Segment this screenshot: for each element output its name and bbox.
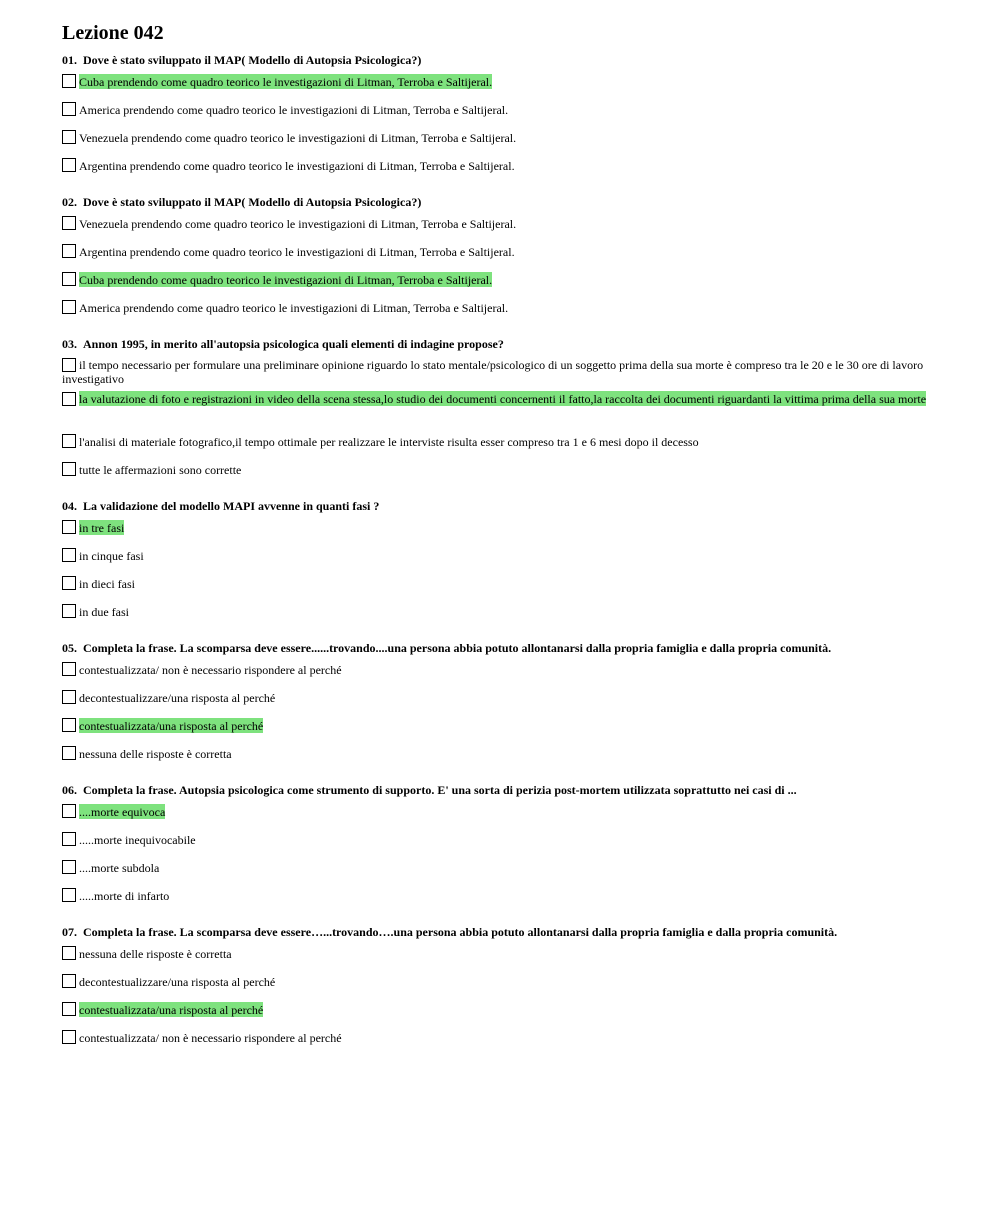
- question-number: 06.: [62, 783, 77, 797]
- question-number: 01.: [62, 53, 77, 67]
- checkbox[interactable]: [62, 358, 76, 372]
- question-block: [62, 194, 938, 322]
- checkbox[interactable]: [62, 158, 76, 172]
- answer-text: in due fasi: [79, 605, 129, 619]
- answer-text: l'analisi di materiale fotografico,il tempo ottimale per realizzare le interviste risulta esser compreso tra 1 e 6 mesi dopo il decesso: [79, 435, 699, 449]
- question-text: La validazione del modello MAPI avvenne in quanti fasi ?: [83, 499, 380, 513]
- answer-option[interactable]: [62, 746, 938, 768]
- answer-text: in dieci fasi: [79, 577, 135, 591]
- checkbox[interactable]: [62, 662, 76, 676]
- answer-text: in cinque fasi: [79, 549, 144, 563]
- answer-text: decontestualizzare/una risposta al perché: [79, 975, 276, 989]
- answer-option[interactable]: [62, 300, 938, 322]
- answer-option[interactable]: [62, 1002, 938, 1024]
- checkbox[interactable]: [62, 462, 76, 476]
- question-block: [62, 336, 938, 484]
- checkbox[interactable]: [62, 244, 76, 258]
- spacer: [62, 420, 938, 434]
- question-number: 07.: [62, 925, 77, 939]
- answer-option[interactable]: [62, 158, 938, 180]
- checkbox[interactable]: [62, 434, 76, 448]
- question-text: Annon 1995, in merito all'autopsia psicologica quali elementi di indagine propose?: [83, 337, 504, 351]
- answer-option[interactable]: [62, 690, 938, 712]
- answer-option[interactable]: [62, 520, 938, 542]
- answer-option[interactable]: [62, 74, 938, 96]
- lesson-title: Lezione 042: [62, 22, 164, 44]
- question-text: Dove è stato sviluppato il MAP( Modello di Autopsia Psicologica?): [83, 195, 422, 209]
- checkbox[interactable]: [62, 860, 76, 874]
- checkbox[interactable]: [62, 392, 76, 406]
- answer-option[interactable]: [62, 462, 938, 484]
- checkbox[interactable]: [62, 300, 76, 314]
- answer-option[interactable]: [62, 576, 938, 598]
- answer-option[interactable]: [62, 130, 938, 152]
- question-title: [62, 498, 938, 514]
- answer-text: ....morte subdola: [79, 861, 160, 875]
- answer-text: Argentina prendendo come quadro teorico le investigazioni di Litman, Terroba e Saltijeral.: [79, 159, 515, 173]
- answer-text: tutte le affermazioni sono corrette: [79, 463, 242, 477]
- question-list: [62, 52, 938, 1052]
- checkbox[interactable]: [62, 946, 76, 960]
- checkbox[interactable]: [62, 520, 76, 534]
- answer-text: contestualizzata/una risposta al perché: [79, 719, 264, 733]
- checkbox[interactable]: [62, 1030, 76, 1044]
- checkbox[interactable]: [62, 102, 76, 116]
- checkbox[interactable]: [62, 272, 76, 286]
- checkbox[interactable]: [62, 548, 76, 562]
- answer-option[interactable]: [62, 244, 938, 266]
- checkbox[interactable]: [62, 746, 76, 760]
- checkbox[interactable]: [62, 604, 76, 618]
- checkbox[interactable]: [62, 74, 76, 88]
- answer-text: contestualizzata/ non è necessario rispondere al perché: [79, 663, 342, 677]
- question-title: [62, 336, 938, 352]
- answer-text: .....morte inequivocabile: [79, 833, 196, 847]
- checkbox[interactable]: [62, 888, 76, 902]
- answer-option[interactable]: [62, 1030, 938, 1052]
- checkbox[interactable]: [62, 974, 76, 988]
- answer-text: America prendendo come quadro teorico le investigazioni di Litman, Terroba e Saltijeral.: [79, 103, 509, 117]
- question-number: 03.: [62, 337, 77, 351]
- answer-text: in tre fasi: [79, 521, 125, 535]
- question-title: [62, 924, 938, 940]
- answer-text: Venezuela prendendo come quadro teorico le investigazioni di Litman, Terroba e Saltijeral.: [79, 217, 517, 231]
- checkbox[interactable]: [62, 690, 76, 704]
- question-block: [62, 640, 938, 768]
- answer-text: America prendendo come quadro teorico le investigazioni di Litman, Terroba e Saltijeral.: [79, 301, 509, 315]
- question-number: 05.: [62, 641, 77, 655]
- question-title: [62, 640, 938, 656]
- answer-text: Argentina prendendo come quadro teorico le investigazioni di Litman, Terroba e Saltijeral.: [79, 245, 515, 259]
- question-text: Dove è stato sviluppato il MAP( Modello di Autopsia Psicologica?): [83, 53, 422, 67]
- answer-option[interactable]: [62, 102, 938, 124]
- answer-option[interactable]: [62, 358, 938, 386]
- checkbox[interactable]: [62, 1002, 76, 1016]
- checkbox[interactable]: [62, 718, 76, 732]
- answer-text: nessuna delle risposte è corretta: [79, 747, 232, 761]
- question-block: [62, 498, 938, 626]
- answer-option[interactable]: [62, 832, 938, 854]
- checkbox[interactable]: [62, 804, 76, 818]
- answer-option[interactable]: [62, 216, 938, 238]
- answer-option[interactable]: [62, 860, 938, 882]
- question-block: [62, 52, 938, 180]
- question-text: Completa la frase. La scomparsa deve essere…...trovando….una persona abbia potuto allontanarsi dalla propria famiglia e dalla propria comunità.: [83, 925, 838, 939]
- checkbox[interactable]: [62, 576, 76, 590]
- answer-option[interactable]: [62, 888, 938, 910]
- answer-option[interactable]: [62, 662, 938, 684]
- question-text: Completa la frase. La scomparsa deve essere......trovando....una persona abbia potuto allontanarsi dalla propria famiglia e dalla propria comunità.: [83, 641, 832, 655]
- answer-text: Cuba prendendo come quadro teorico le investigazioni di Litman, Terroba e Saltijeral.: [79, 273, 493, 287]
- checkbox[interactable]: [62, 130, 76, 144]
- answer-text: .....morte di infarto: [79, 889, 170, 903]
- answer-option[interactable]: [62, 974, 938, 996]
- checkbox[interactable]: [62, 216, 76, 230]
- answer-option[interactable]: [62, 272, 938, 294]
- answer-text: la valutazione di foto e registrazioni in video della scena stessa,lo studio dei documenti concernenti il fatto,la raccolta dei documenti riguardanti la vittima prima della sua morte: [79, 392, 927, 406]
- question-number: 02.: [62, 195, 77, 209]
- question-block: [62, 782, 938, 910]
- question-title: [62, 782, 938, 798]
- answer-option[interactable]: [62, 946, 938, 968]
- answer-text: ....morte equivoca: [79, 805, 166, 819]
- question-block: [62, 924, 938, 1052]
- answer-text: decontestualizzare/una risposta al perché: [79, 691, 276, 705]
- checkbox[interactable]: [62, 832, 76, 846]
- answer-option[interactable]: [62, 392, 938, 414]
- answer-option[interactable]: [62, 548, 938, 570]
- answer-text: Cuba prendendo come quadro teorico le investigazioni di Litman, Terroba e Saltijeral.: [79, 75, 493, 89]
- answer-option[interactable]: [62, 718, 938, 740]
- answer-option[interactable]: [62, 434, 938, 456]
- answer-text: contestualizzata/ non è necessario rispondere al perché: [79, 1031, 342, 1045]
- answer-text: nessuna delle risposte è corretta: [79, 947, 232, 961]
- question-title: [62, 52, 938, 68]
- question-number: 04.: [62, 499, 77, 513]
- answer-option[interactable]: [62, 604, 938, 626]
- answer-text: contestualizzata/una risposta al perché: [79, 1003, 264, 1017]
- answer-text: Venezuela prendendo come quadro teorico le investigazioni di Litman, Terroba e Saltijeral.: [79, 131, 517, 145]
- question-text: Completa la frase. Autopsia psicologica come strumento di supporto. E' una sorta di perizia post-mortem utilizzata soprattutto nei casi di ...: [83, 783, 797, 797]
- answer-option[interactable]: [62, 804, 938, 826]
- answer-text: il tempo necessario per formulare una preliminare opinione riguardo lo stato mentale/psicologico di un soggetto prima della sua morte è compreso tra le 20 e le 30 ore di lavoro investigativo: [62, 358, 924, 386]
- question-title: [62, 194, 938, 210]
